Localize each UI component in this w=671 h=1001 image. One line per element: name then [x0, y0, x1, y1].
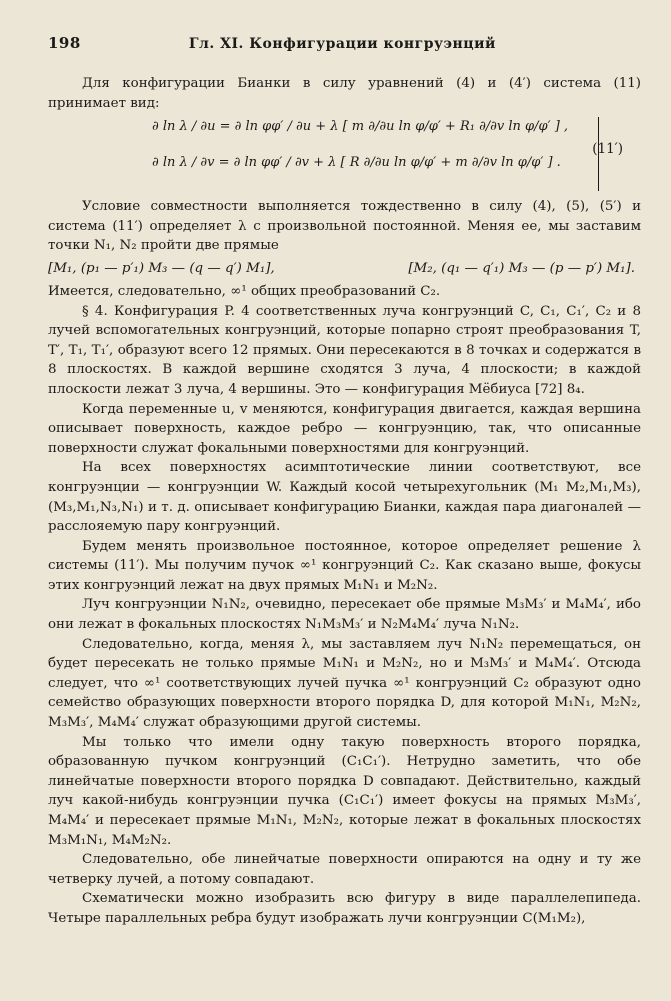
page-number: 198: [48, 34, 81, 52]
line-right: [M₂, (q₁ — q′₁) M₃ — (p — p′) M₁].: [408, 260, 635, 276]
paragraph-section-4: § 4. Конфигурация P. 4 соответственных луча конгруэнций C, C₁, C₁′, C₂ и 8 лучей вспомогательных конгруэнций, которые попарно строят преобразования T, T′, T₁, T₁′, образуют всего 12 прямых. Они пересекаются в 8 точках и содержатся в 8 плоскостях. В каждой вершине сходятся 3 луча, 4 плоскости; в каждой плоскости лежат 3 луча, 4 вершины. Это — конфигурация Мёбиуса [72] 8₄.: [48, 303, 641, 397]
paragraph-schematic: Схематически можно изобразить всю фигуру в виде параллелепипеда. Четыре параллельных ребра будут изображать лучи конгруэнции C(M₁M₂),: [48, 891, 641, 926]
intro-paragraph: Для конфигурации Бианки в силу уравнений (4) и (4′) система (11) принимает вид:: [48, 76, 641, 111]
equation-label: (11′): [592, 141, 623, 158]
paragraph-pencil: Будем менять произвольное постоянное, которое определяет решение λ системы (11′). Мы получим пучок ∞¹ конгруэнций C₂. Как сказано выше, фокусы этих конгруэнций лежат на двух прямых M₁N₁ и M₂N₂.: [48, 538, 641, 593]
equation-line-1: ∂ ln λ / ∂u = ∂ ln φφ′ / ∂u + λ [ m ∂/∂u ln φ/φ′ + R₁ ∂/∂v ln φ/φ′ ] ,: [152, 119, 569, 135]
paragraph-compatibility: Условие совместности выполняется тождественно в силу (4), (5), (5′) и система (11′) определяет λ с произвольной постоянной. Меняя ее, мы заставим точки N₁, N₂ пройти две прямые: [48, 199, 641, 254]
equation-line-2: ∂ ln λ / ∂v = ∂ ln φφ′ / ∂v + λ [ R ∂/∂u ln φ/φ′ + m ∂/∂v ln φ/φ′ ] .: [152, 155, 561, 171]
page-header: [48, 34, 641, 52]
lines-formula-row: [48, 256, 641, 282]
paragraph-transformations: Имеется, следовательно, ∞¹ общих преобразований C₂.: [48, 283, 441, 299]
equation-11-prime: [48, 115, 641, 193]
paragraph-asymptotic: На всех поверхностях асимптотические линии соответствуют, все конгруэнции — конгруэнции W. Каждый косой четырехугольник (M₁ M₂,M₁,M₃), (M₃,M₁,N₃,N₁) и т. д. описывает конфигурацию Бианки, каждая пара диагоналей — расслояемую пару конгруэнций.: [48, 460, 641, 535]
line-left: [M₁, (p₁ — p′₁) M₃ — (q — q′) M₁],: [48, 260, 275, 276]
paragraph-consequently: Следовательно, когда, меняя λ, мы заставляем луч N₁N₂ перемещаться, он будет пересекать не только прямые M₁N₁ и M₂N₂, но и M₃M₃′ и M₄M₄′. Отсюда следует, что ∞¹ соответствующих лучей пучка ∞¹ конгруэнций C₂ образуют одно семейство образующих поверхности второго порядка D, для которой M₁N₁, M₂N₂, M₃M₃′, M₄M₄′ служат образующими другой системы.: [48, 636, 641, 731]
paragraph-coincide: Следовательно, обе линейчатые поверхности опираются на одну и ту же четверку лучей, а потому совпадают.: [48, 852, 641, 887]
paragraph-ray: Луч конгруэнции N₁N₂, очевидно, пересекает обе прямые M₃M₃′ и M₄M₄′, ибо они лежат в фокальных плоскостях N₁M₃M₃′ и N₂M₄M₄′ луча N₁N₂.: [48, 597, 641, 633]
running-head: Гл. XI. Конфигурации конгруэнций: [188, 36, 496, 52]
paragraph-motion: Когда переменные u, v меняются, конфигурация двигается, каждая вершина описывает поверхность, каждое ребро — конгруэнцию, так, что описанные поверхности служат фокальными поверхностями для конгруэнций.: [48, 401, 641, 456]
paragraph-surface: Мы только что имели одну такую поверхность второго порядка, образованную пучком конгруэнций (C₁C₁′). Нетрудно заметить, что обе линейчатые поверхности второго порядка D совпадают. Действительно, каждый луч какой-нибудь конгруэнции пучка (C₁C₁′) имеет фокусы на прямых M₃M₃′, M₄M₄′ и пересекает прямые M₁N₁, M₂N₂, которые лежат в фокальных плоскостях M₃M₁N₁, M₄M₂N₂.: [48, 734, 641, 848]
